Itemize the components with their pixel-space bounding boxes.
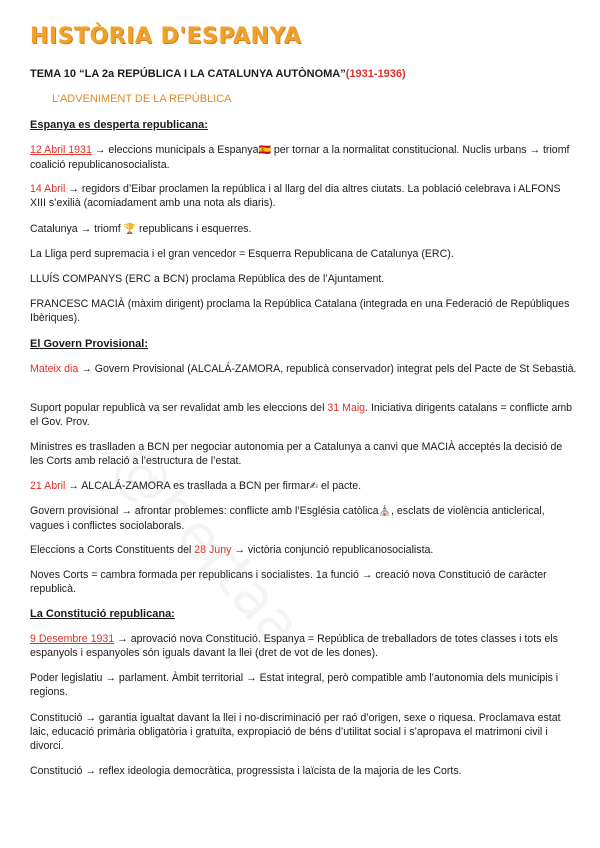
paragraph: Eleccions a Corts Constituents del 28 Juny → victòria conjunció republicanosocialista. [30,544,434,556]
subheading: L’ADVENIMENT DE LA REPÚBLICA [52,93,232,105]
topic-heading [30,68,406,80]
date-highlight: 31 Maig [327,402,366,414]
church-icon: ⛪ [378,506,392,517]
date-highlight: 14 Abril [30,183,66,195]
paragraph: Govern provisional → afrontar problemes: conflicte amb l’Església catòlica⛪, esclats de violència anticlerical, vagues i conflictes sociolaborals. [30,505,545,532]
paragraph: La Lliga perd supremacia i el gran vencedor = Esquerra Republicana de Catalunya (ERC). [30,248,454,260]
spain-flag-icon: 🇪🇸 [258,145,271,156]
paragraph: Suport popular republicà va ser revalidat amb les eleccions del 31 Maig. Iniciativa dirigents catalans = conflicte amb el Gov. Prov. [30,402,573,428]
paragraph: Catalunya → triomf 🏆 republicans i esquerres. [30,223,252,235]
date-highlight: 21 Abril [30,480,66,492]
paragraph: 12 Abril 1931 → eleccions municipals a Espanya🇪🇸 per tornar a la normalitat constitucional. Nuclis urbans → triomf coalició republicanosocialista. [30,144,570,171]
paragraph: FRANCESC MACIÀ (màxim dirigent) proclama la República Catalana (integrada en una Federació de Repúbliques Ibèriques). [30,298,570,324]
paragraph: LLUÍS COMPANYS (ERC a BCN) proclama República des de l’Ajuntament. [30,273,385,285]
paragraph: Poder legislatiu → parlament. Àmbit territorial → Estat integral, però compatible amb l’autonomia dels municipis i regions. [30,672,559,698]
paragraph: 9 Desembre 1931 → aprovació nova Constitució. Espanya = República de treballadors de totes classes i tots els espanyols i espanyoles són iguals davant la llei (dret de vot de les dones). [30,633,558,659]
paragraph: 21 Abril → ALCALÁ-ZAMORA es trasllada a BCN per firmar✍ el pacte. [30,480,362,492]
paragraph: Noves Corts = cambra formada per republicans i socialistes. 1a funció → creació nova Constitució de caràcter republicà. [30,569,547,595]
paragraph: 14 Abril → regidors d’Eibar proclamen la república i al llarg del dia altres ciutats. La població celebrava i ALFONS XIII s’exilià (acomiadament amb una nota als diaris). [30,183,561,209]
paragraph: Constitució → reflex ideologia democràtica, progressista i laïcista de la majoria de les Corts. [30,765,462,777]
paragraph: Constitució → garantia igualtat davant la llei i no-discriminació per raó d’origen, sexe o riquesa. Proclamava estat laic, educació primària obligatòria i gratuïta, expropiació de béns d’utilitat social i s’apropava el matrimoni civil i divorci. [30,712,561,752]
paragraph: Ministres es traslladen a BCN per negociar autonomia per a Catalunya a canvi que MACIÀ acceptés la decisió de les Corts amb relació a l’estructura de l’estat. [30,441,563,467]
date-highlight: Mateix dia [30,363,79,375]
topic-years: (1931-1936) [345,68,406,80]
trophy-icon: 🏆 [123,224,137,235]
paragraph: Mateix dia → Govern Provisional (ALCALÁ-ZAMORA, republicà conservador) integrat pels del Pacte de St Sebastià. [30,363,577,375]
date-highlight: 28 Juny [194,544,232,556]
section-heading-constitution: La Constitució republicana: [30,608,175,620]
document-title: HISTÒRIA D'ESPANYA [30,24,302,49]
writing-hand-icon: ✍ [309,481,319,492]
section-heading-provisional-government: El Govern Provisional: [30,338,148,350]
date-highlight: 12 Abril 1931 [30,144,92,156]
topic-label: TEMA 10 “LA 2a REPÚBLICA I LA CATALUNYA AUTÒNOMA” [30,68,346,80]
section-heading-spain-republican: Espanya es desperta republicana: [30,119,208,131]
date-highlight: 9 Desembre 1931 [30,633,115,645]
